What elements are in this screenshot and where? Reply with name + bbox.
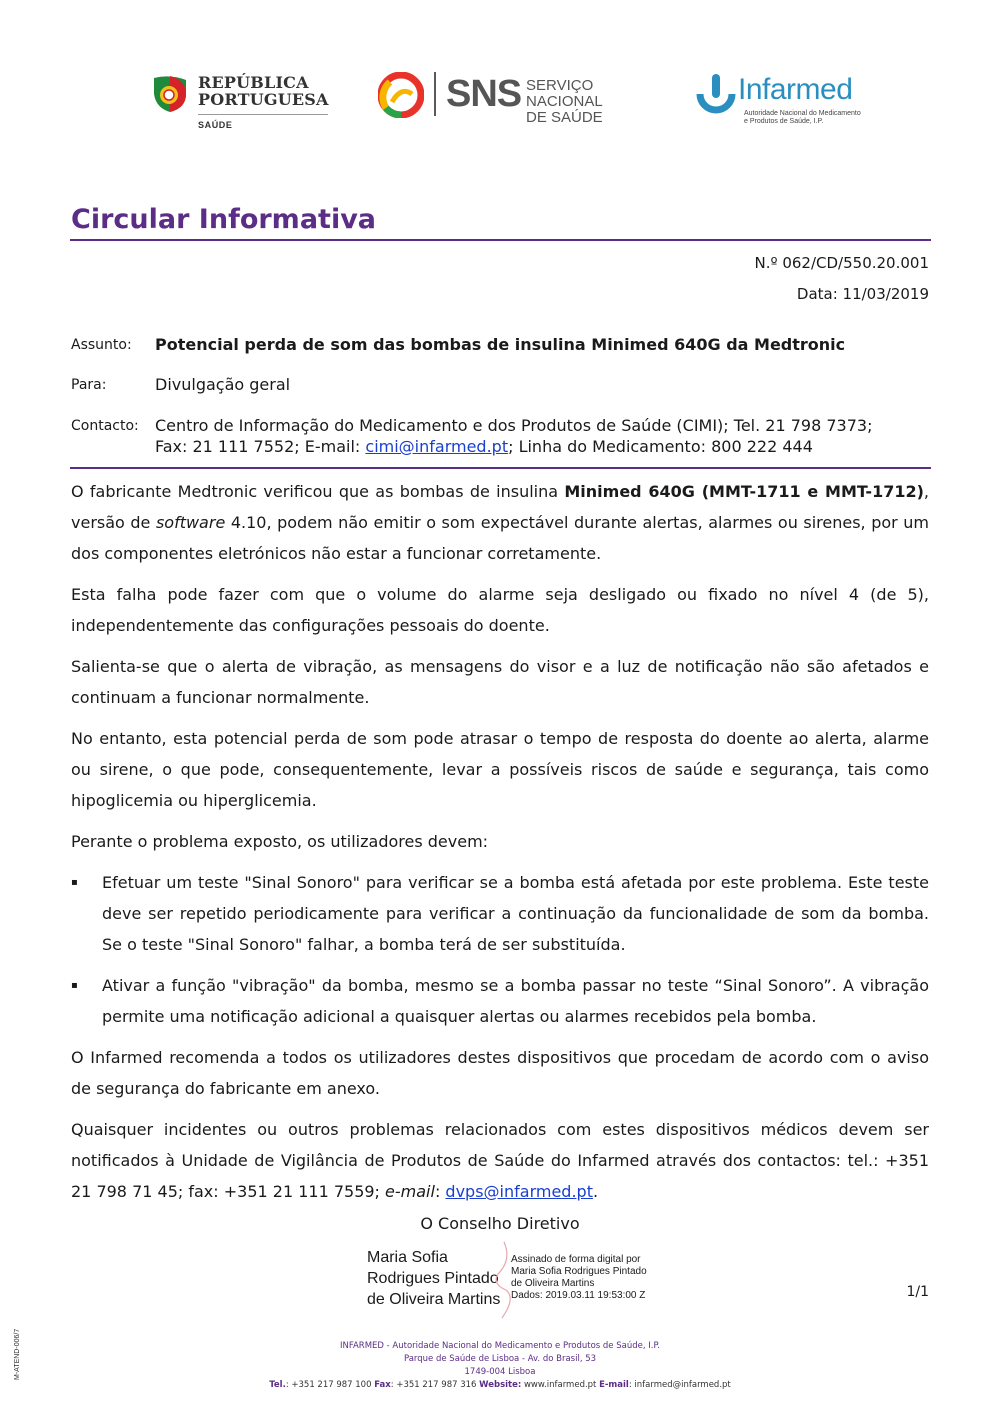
sns-line1: SERVIÇO NACIONAL	[526, 77, 603, 110]
republica-divider	[198, 114, 328, 115]
paragraph-3: Salienta-se que o alerta de vibração, as mensagens do visor e a luz de notificação não são afetados e continuam a funcionar normalmente.	[71, 657, 929, 707]
footer-fax: : +351 217 987 316	[390, 1380, 480, 1390]
sig-meta-1: Assinado de forma digital por	[511, 1254, 641, 1265]
p1-text-a: O fabricante Medtronic verificou que as bombas de insulina	[71, 482, 565, 501]
contact-email-link[interactable]: cimi@infarmed.pt	[365, 437, 509, 456]
republica-line2: PORTUGUESA	[198, 90, 329, 109]
footer	[0, 1340, 1000, 1392]
footer-line3: 1749-004 Lisboa	[464, 1367, 536, 1377]
document-body	[71, 476, 929, 1217]
infarmed-emblem-icon	[694, 72, 738, 120]
p7-email-label: e-mail	[385, 1182, 435, 1201]
sns-emblem-icon	[378, 72, 424, 118]
document-date: Data: 11/03/2019	[796, 285, 929, 303]
paragraph-4: No entanto, esta potencial perda de som pode atrasar o tempo de resposta do doente ao alerta, alarme ou sirene, o que pode, consequentemente, levar a possíveis riscos de saúde e segurança, tais como hipoglicemia ou hiperglicemia.	[71, 729, 929, 810]
infarmed-logo	[694, 72, 874, 132]
form-code: M-ATEND-006/7	[14, 1328, 21, 1380]
document-number: N.º 062/CD/550.20.001	[754, 254, 929, 272]
sns-fullname	[526, 78, 658, 126]
sns-abbr: SNS	[446, 73, 522, 115]
p1-product: Minimed 640G (MMT-1711 e MMT-1712)	[564, 482, 924, 501]
paragraph-2: Esta falha pode fazer com que o volume do alarme seja desligado ou fixado no nível 4 (de 5), independentemente das configurações pessoais do doente.	[71, 585, 929, 635]
contact-line2	[155, 436, 872, 457]
dvps-email-link[interactable]: dvps@infarmed.pt	[445, 1182, 593, 1201]
signer-name-3: de Oliveira Martins	[367, 1291, 501, 1308]
footer-email-label: E-mail	[599, 1380, 629, 1390]
infarmed-wordmark: Infarmed	[738, 73, 853, 106]
republica-portuguesa-logo	[150, 72, 340, 136]
paragraph-7	[71, 1114, 929, 1207]
subject-label: Assunto:	[71, 337, 132, 353]
republica-sub: SAÚDE	[198, 120, 233, 130]
footer-line2: Parque de Saúde de Lisboa - Av. do Brasil, 53	[403, 1354, 597, 1364]
bullet1-text: Efetuar um teste "Sinal Sonoro" para verificar se a bomba está afetada por este problema. Este teste deve ser repetido periodicamente para verificar a continuação da funcionalidade de som da bomba. Se o teste "Sinal Sonoro" falhar, a bomba terá de ser substituída.	[102, 873, 929, 954]
action-list	[71, 867, 929, 1032]
contact-line: ; Linha do Medicamento: 800 222 444	[508, 437, 813, 456]
signer-name-1: Maria Sofia	[367, 1249, 448, 1266]
paragraph-6: O Infarmed recomenda a todos os utilizadores destes dispositivos que procedam de acordo com o aviso de segurança do fabricante em anexo.	[71, 1048, 929, 1098]
p7-colon: :	[434, 1182, 446, 1201]
p7-period: .	[592, 1182, 599, 1201]
sns-line2: DE SAÚDE	[526, 109, 603, 126]
footer-tel: : +351 217 987 100	[285, 1380, 375, 1390]
contact-label: Contacto:	[71, 418, 139, 434]
list-item	[71, 867, 929, 960]
subject-text: Potencial perda de som das bombas de insulina Minimed 640G da Medtronic	[155, 335, 846, 354]
sig-meta-4: Dados: 2019.03.11 19:53:00 Z	[511, 1290, 646, 1301]
signer-name	[367, 1247, 500, 1310]
footer-tel-label: Tel.	[269, 1380, 286, 1390]
sns-logo	[378, 70, 658, 126]
footer-web-label: Website:	[479, 1380, 522, 1390]
footer-fax-label: Fax	[374, 1380, 391, 1390]
footer-contacts	[0, 1379, 1000, 1392]
p7-text-a: Quaisquer incidentes ou outros problemas relacionados com estes dispositivos médicos devem ser notificados à Unidade de Vigilância de Produtos de Saúde do Infarmed através dos contactos: tel.: +351 21 798 71 45; fax: +351 21 111 7559;	[71, 1120, 929, 1201]
p1-text-b: , versão de	[71, 482, 930, 532]
header-rule	[70, 467, 931, 469]
sig-meta-2: Maria Sofia Rodrigues Pintado	[511, 1266, 647, 1277]
signer-name-2: Rodrigues Pintado	[367, 1270, 499, 1287]
council-label: O Conselho Diretivo	[420, 1214, 580, 1233]
footer-line1: INFARMED - Autoridade Nacional do Medicamento e Produtos de Saúde, I.P.	[340, 1341, 660, 1351]
digital-signature-info	[511, 1254, 647, 1302]
to-label: Para:	[71, 377, 107, 393]
portugal-emblem-icon	[150, 74, 190, 114]
list-item	[71, 970, 929, 1032]
p1-software: software	[155, 513, 226, 532]
to-text: Divulgação geral	[155, 375, 291, 394]
republica-line1: REPÚBLICA	[198, 73, 309, 92]
footer-website-link[interactable]: www.infarmed.pt	[521, 1380, 600, 1390]
title-rule	[70, 239, 931, 241]
bullet2-text: Ativar a função "vibração" da bomba, mesmo se a bomba passar no teste “Sinal Sonoro”. A vibração permite uma notificação adicional a quaisquer alertas ou alarmes recebidos pela bomba.	[102, 976, 929, 1026]
page-number: 1/1	[906, 1284, 929, 1300]
footer-email-link[interactable]: : infarmed@infarmed.pt	[628, 1380, 731, 1390]
infarmed-sub1: Autoridade Nacional do Medicamento	[744, 110, 861, 117]
bullet-icon: ▪	[71, 980, 78, 991]
infarmed-sub2: e Produtos de Saúde, I.P.	[744, 118, 824, 125]
infarmed-subtitle	[744, 110, 861, 126]
republica-portuguesa-wordmark	[198, 74, 329, 108]
contact-line1: Centro de Informação do Medicamento e dos Produtos de Saúde (CIMI); Tel. 21 798 7373;	[155, 416, 873, 435]
paragraph-1	[71, 476, 929, 569]
bullet-icon: ▪	[71, 877, 78, 888]
sns-divider	[434, 72, 436, 116]
paragraph-5: Perante o problema exposto, os utilizadores devem:	[71, 832, 489, 851]
sig-meta-3: de Oliveira Martins	[511, 1278, 595, 1289]
contact-text	[155, 415, 872, 457]
p1-text-c: 4.10, podem não emitir o som expectável durante alertas, alarmes ou sirenes, por um dos componentes eletrónicos não estar a funcionar corretamente.	[71, 513, 929, 563]
contact-fax: Fax: 21 111 7552; E-mail:	[155, 437, 366, 456]
document-title: Circular Informativa	[71, 204, 377, 235]
